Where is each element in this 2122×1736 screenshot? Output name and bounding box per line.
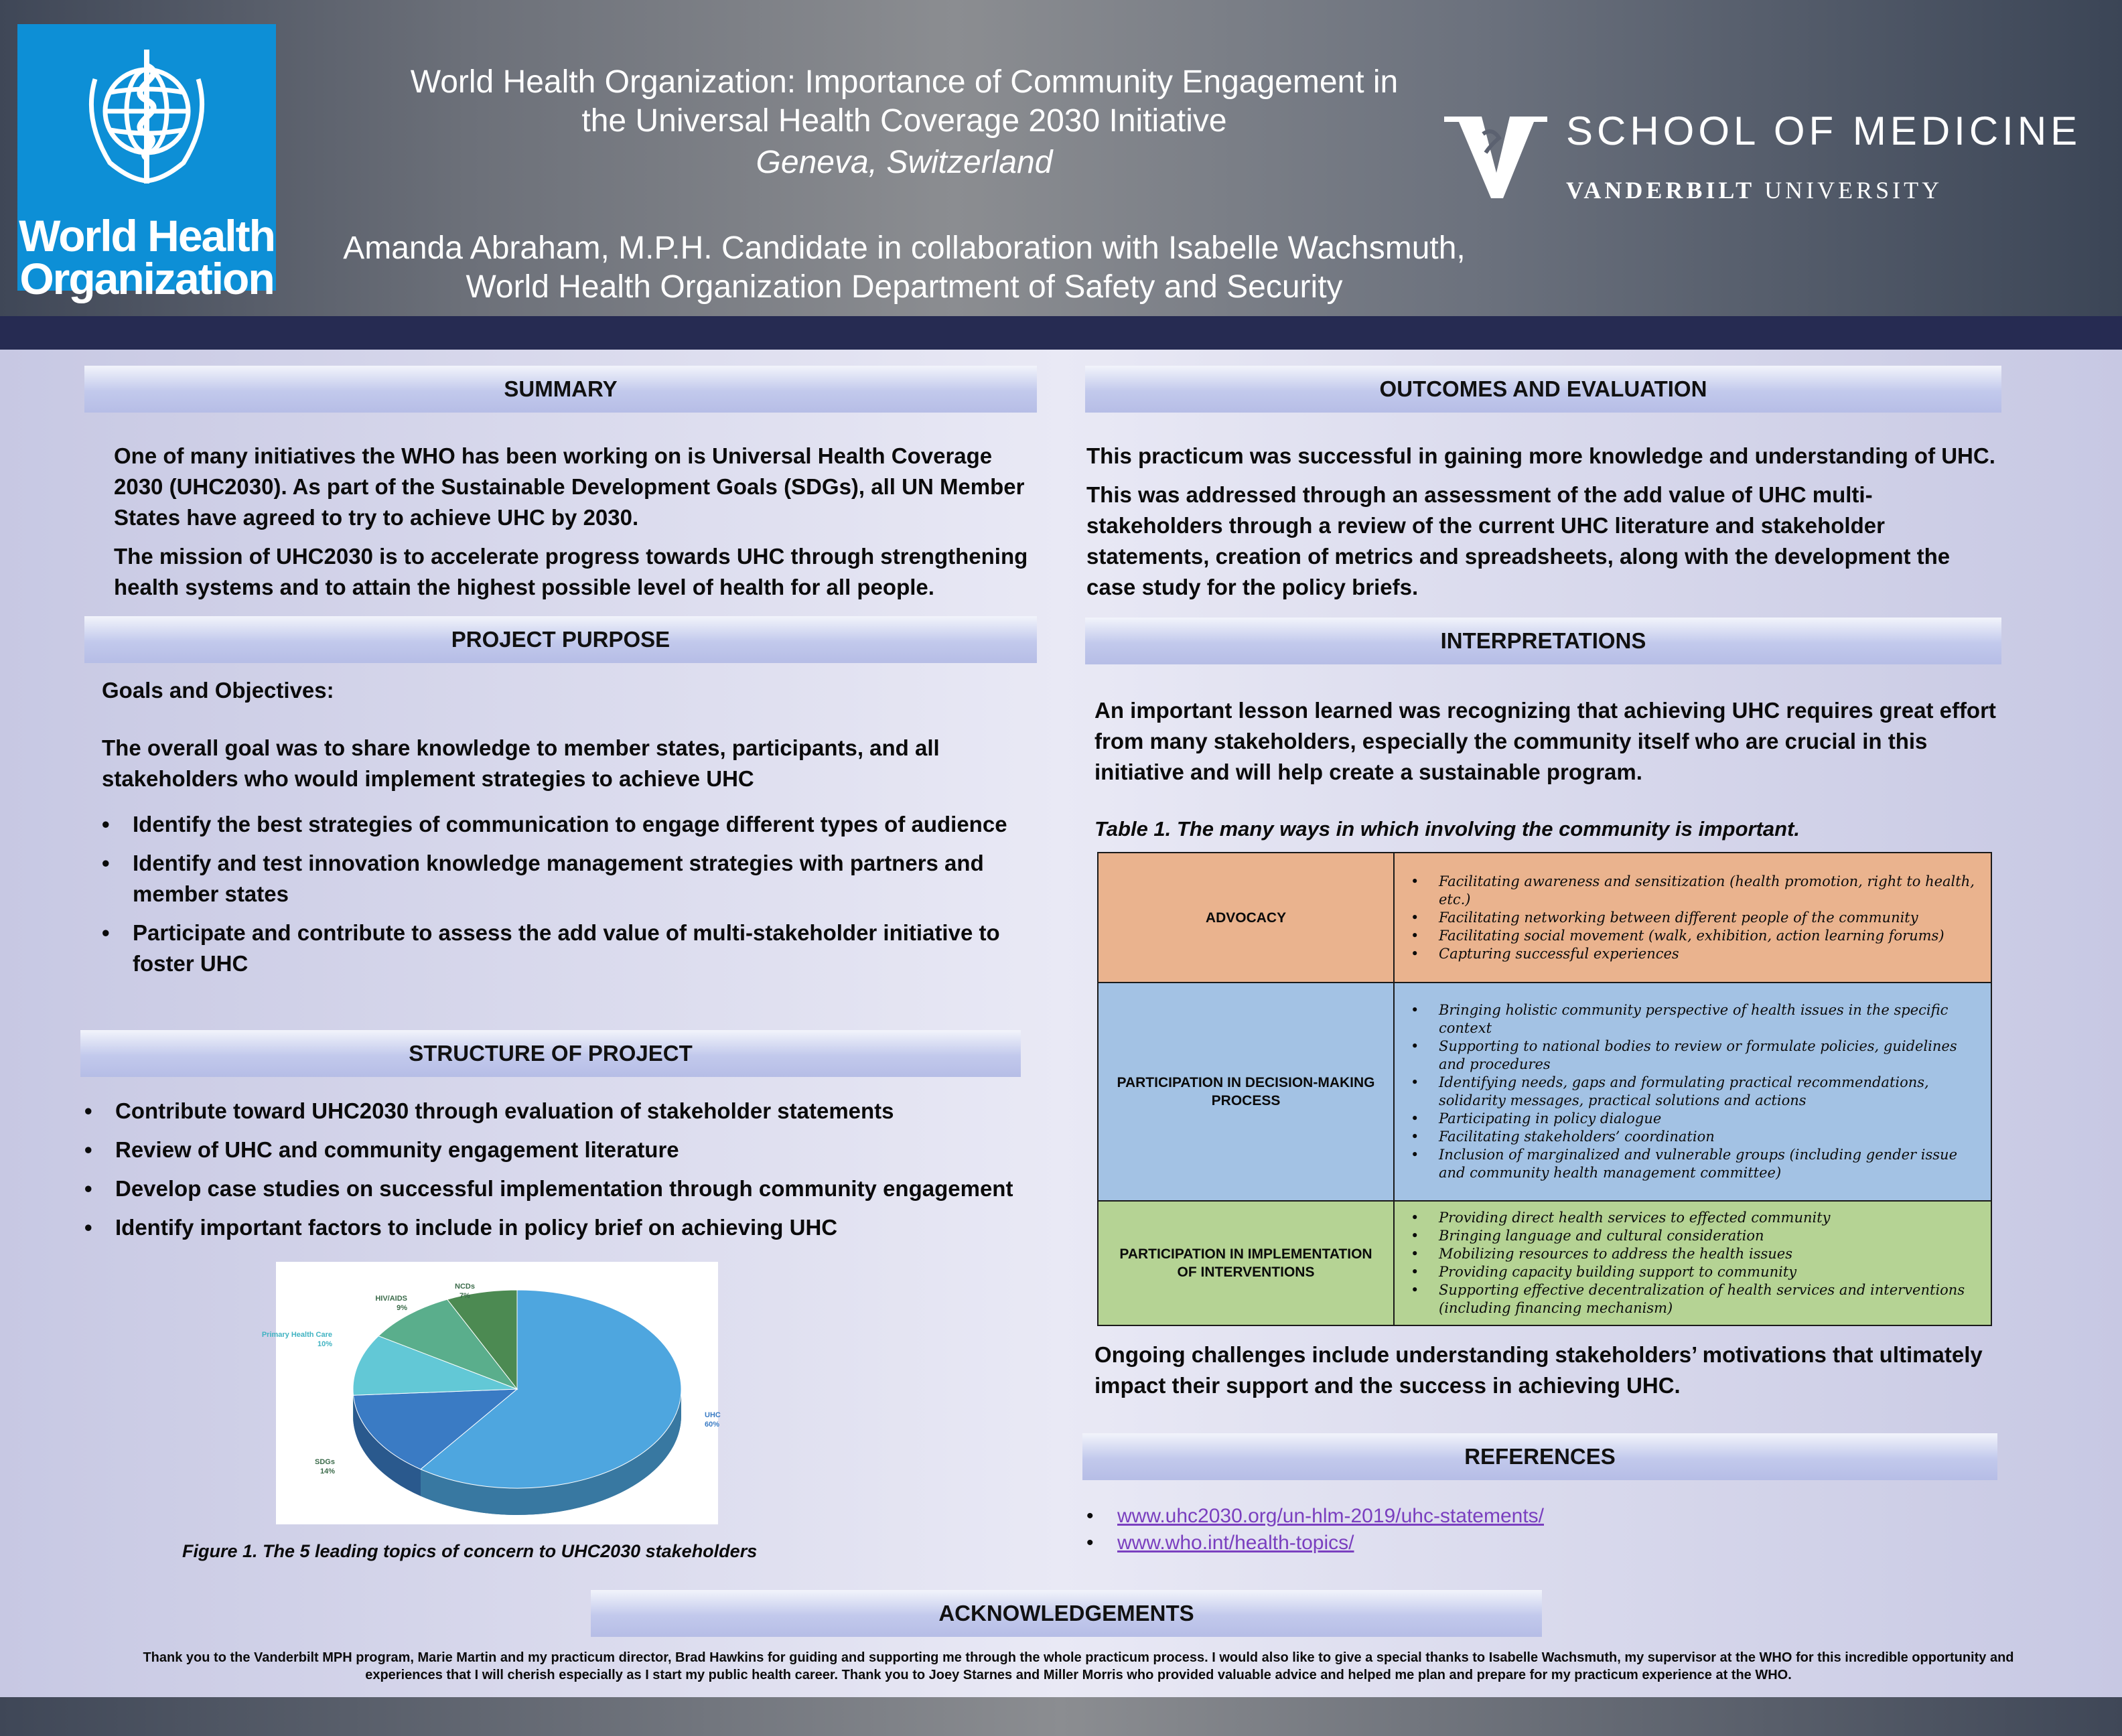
interpretations-paragraph-1: An important lesson learned was recognizing that achieving UHC requires great effort from many stakeholders, especially the community itself who are crucial in this initiative and will help create a sustainable program. xyxy=(1094,698,1996,784)
pie-label-uhc: UHC xyxy=(705,1411,721,1419)
list-item: • Identify important factors to include in policy brief on achieving UHC xyxy=(84,1212,1036,1243)
list-item: • Mobilizing resources to address the health issues xyxy=(1405,1245,1980,1263)
acknowledgements-text: Thank you to the Vanderbilt MPH program, Marie Martin and my practicum director, Brad Hawkins for guiding and supporting me through the whole practicum process. I would also like to give a special thanks to Isabelle Wachsmuth, my supervisor at the WHO for this incredible opportunity and experiences that I will cherish especially as I start my public health career. Thank you to Joey Starnes and Miller Morris who provided valuable advice and helped me plan and prepare for my practicum experience at the WHO. xyxy=(143,1650,2014,1682)
objectives-list xyxy=(102,809,1040,979)
figure-1-caption: Figure 1. The 5 leading topics of concern to UHC2030 stakeholders xyxy=(182,1541,758,1561)
list-item: • Identify and test innovation knowledge management strategies with partners and member states xyxy=(102,848,1040,910)
list-item: • Inclusion of marginalized and vulnerable groups (including gender issue and community health management committee) xyxy=(1405,1146,1980,1182)
list-item: • Bringing holistic community perspective of health issues in the specific context xyxy=(1405,1001,1980,1037)
pie-label-hiv-aids: HIV/AIDS xyxy=(375,1295,407,1303)
summary-paragraph-2: The mission of UHC2030 is to accelerate progress towards UHC through strengthening health systems and to attain the highest possible level of health for all people. xyxy=(114,544,1028,599)
poster-footer xyxy=(0,1697,2122,1736)
table-row xyxy=(1098,1201,1991,1325)
goals-subheading: Goals and Objectives: xyxy=(102,678,334,703)
list-item: • Identifying needs, gaps and formulating practical recommendations, solidarity messages, practical solutions and actions xyxy=(1405,1074,1980,1110)
outcomes-text xyxy=(1086,441,2004,611)
figure-1-chart xyxy=(261,1262,721,1524)
vanderbilt-logo-icon xyxy=(1444,114,1547,201)
table-row-label: PARTICIPATION IN DECISION-MAKING PROCESS xyxy=(1098,983,1394,1201)
list-item: • Develop case studies on successful implementation through community engagement xyxy=(84,1173,1036,1204)
poster-title-line1: World Health Organization: Importance of Community Engagement in xyxy=(410,64,1399,100)
pie-label-ncds: NCDs xyxy=(455,1283,475,1291)
references-heading: REFERENCES xyxy=(1082,1433,1997,1480)
structure-heading: STRUCTURE OF PROJECT xyxy=(80,1030,1021,1077)
list-item: • Providing capacity building support to community xyxy=(1405,1263,1980,1281)
pie-value-hiv-aids: 9% xyxy=(397,1304,407,1312)
summary-text xyxy=(114,441,1038,611)
acknowledgements-heading: ACKNOWLEDGEMENTS xyxy=(591,1590,1542,1637)
pie-value-sdgs: 14% xyxy=(320,1467,335,1475)
list-item: • Review of UHC and community engagement literature xyxy=(84,1135,1036,1165)
list-item: • Facilitating networking between different people of the community xyxy=(1405,909,1980,927)
table-row-label: PARTICIPATION IN IMPLEMENTATION OF INTERVENTIONS xyxy=(1098,1201,1394,1325)
project-purpose-heading: PROJECT PURPOSE xyxy=(84,616,1037,663)
who-logo-line2: Organization xyxy=(19,254,274,303)
table-row xyxy=(1098,853,1991,983)
list-item: • Supporting to national bodies to review or formulate policies, guidelines and procedures xyxy=(1405,1037,1980,1074)
outcomes-heading: OUTCOMES AND EVALUATION xyxy=(1085,366,2001,413)
list-item: • Facilitating social movement (walk, exhibition, action learning forums) xyxy=(1405,927,1980,945)
pie-label-sdgs: SDGs xyxy=(315,1458,335,1466)
list-item: • Providing direct health services to effected community xyxy=(1405,1209,1980,1227)
reference-link-who[interactable]: www.who.int/health-topics/ xyxy=(1117,1532,1354,1554)
structure-text xyxy=(84,1096,1036,1251)
author-line2: World Health Organization Department of Safety and Security xyxy=(466,269,1343,305)
list-item: • Capturing successful experiences xyxy=(1405,945,1980,963)
pie-value-uhc: 60% xyxy=(705,1421,720,1429)
project-purpose-text xyxy=(102,675,1040,987)
who-emblem-icon xyxy=(70,39,224,193)
references-list xyxy=(1086,1503,1997,1557)
summary-paragraph-1: One of many initiatives the WHO has been working on is Universal Health Coverage 2030 (UHC2030). As part of the Sustainable Development Goals (SDGs), all UN Member States have agreed to try to achieve UHC by 2030. xyxy=(114,443,1025,530)
reference-link-uhc2030[interactable]: www.uhc2030.org/un-hlm-2019/uhc-statements/ xyxy=(1117,1505,1545,1527)
summary-heading: SUMMARY xyxy=(84,366,1037,413)
list-item: • Identify the best strategies of communication to engage different types of audience xyxy=(102,809,1040,840)
list-item: • Participating in policy dialogue xyxy=(1405,1110,1980,1128)
list-item xyxy=(1086,1503,1997,1530)
outcomes-paragraph-1: This practicum was successful in gaining more knowledge and understanding of UHC. xyxy=(1086,443,1995,468)
interpretations-heading: INTERPRETATIONS xyxy=(1085,618,2001,664)
table-1-caption: Table 1. The many ways in which involving the community is important. xyxy=(1094,817,1800,841)
list-item: • Facilitating stakeholders’ coordination xyxy=(1405,1128,1980,1146)
university-word: UNIVERSITY xyxy=(1755,177,1943,204)
list-item xyxy=(1086,1530,1997,1557)
poster-title-line2: the Universal Health Coverage 2030 Initiative xyxy=(581,103,1227,139)
table-row-label: ADVOCACY xyxy=(1098,853,1394,983)
pie-value-ncds: 7% xyxy=(459,1292,470,1300)
interpretations-paragraph-2: Ongoing challenges include understanding stakeholders’ motivations that ultimately impact their support and the success in achieving UHC. xyxy=(1094,1342,1983,1398)
who-logo-line1: World Health xyxy=(19,211,275,261)
table-row-items xyxy=(1394,1201,1991,1325)
author-line1: Amanda Abraham, M.P.H. Candidate in collaboration with Isabelle Wachsmuth, xyxy=(343,230,1466,266)
vanderbilt-school: SCHOOL OF MEDICINE xyxy=(1566,108,2082,153)
pie-value-primary-health-care: 10% xyxy=(317,1340,332,1348)
list-item: • Contribute toward UHC2030 through evaluation of stakeholder statements xyxy=(84,1096,1036,1127)
header-band xyxy=(0,316,2122,350)
table-row-items xyxy=(1394,983,1991,1201)
overall-goal: The overall goal was to share knowledge to member states, participants, and all stakeholders who would implement strategies to achieve UHC xyxy=(102,735,940,791)
who-logo xyxy=(17,24,276,303)
vanderbilt-name: VANDERBILT xyxy=(1566,177,1756,204)
list-item: • Participate and contribute to assess the add value of multi-stakeholder initiative to foster UHC xyxy=(102,918,1040,979)
list-item: • Supporting effective decentralization of health services and interventions (including financing mechanism) xyxy=(1405,1281,1980,1317)
outcomes-paragraph-2: This was addressed through an assessment of the add value of UHC multi-stakeholders through a review of the current UHC literature and stakeholder statements, creation of metrics and spreadsheets, along with the development the case study for the policy briefs. xyxy=(1086,482,1951,599)
list-item: • Bringing language and cultural consideration xyxy=(1405,1227,1980,1245)
table-1 xyxy=(1097,852,1992,1326)
poster-location: Geneva, Switzerland xyxy=(756,145,1053,180)
pie-label-primary-health-care: Primary Health Care xyxy=(261,1331,332,1339)
pie-chart xyxy=(261,1262,721,1524)
table-row xyxy=(1098,983,1991,1201)
structure-list xyxy=(84,1096,1036,1243)
list-item: • Facilitating awareness and sensitization (health promotion, right to health, etc.) xyxy=(1405,873,1980,909)
vanderbilt-university xyxy=(1566,175,2102,205)
table-row-items xyxy=(1394,853,1991,983)
